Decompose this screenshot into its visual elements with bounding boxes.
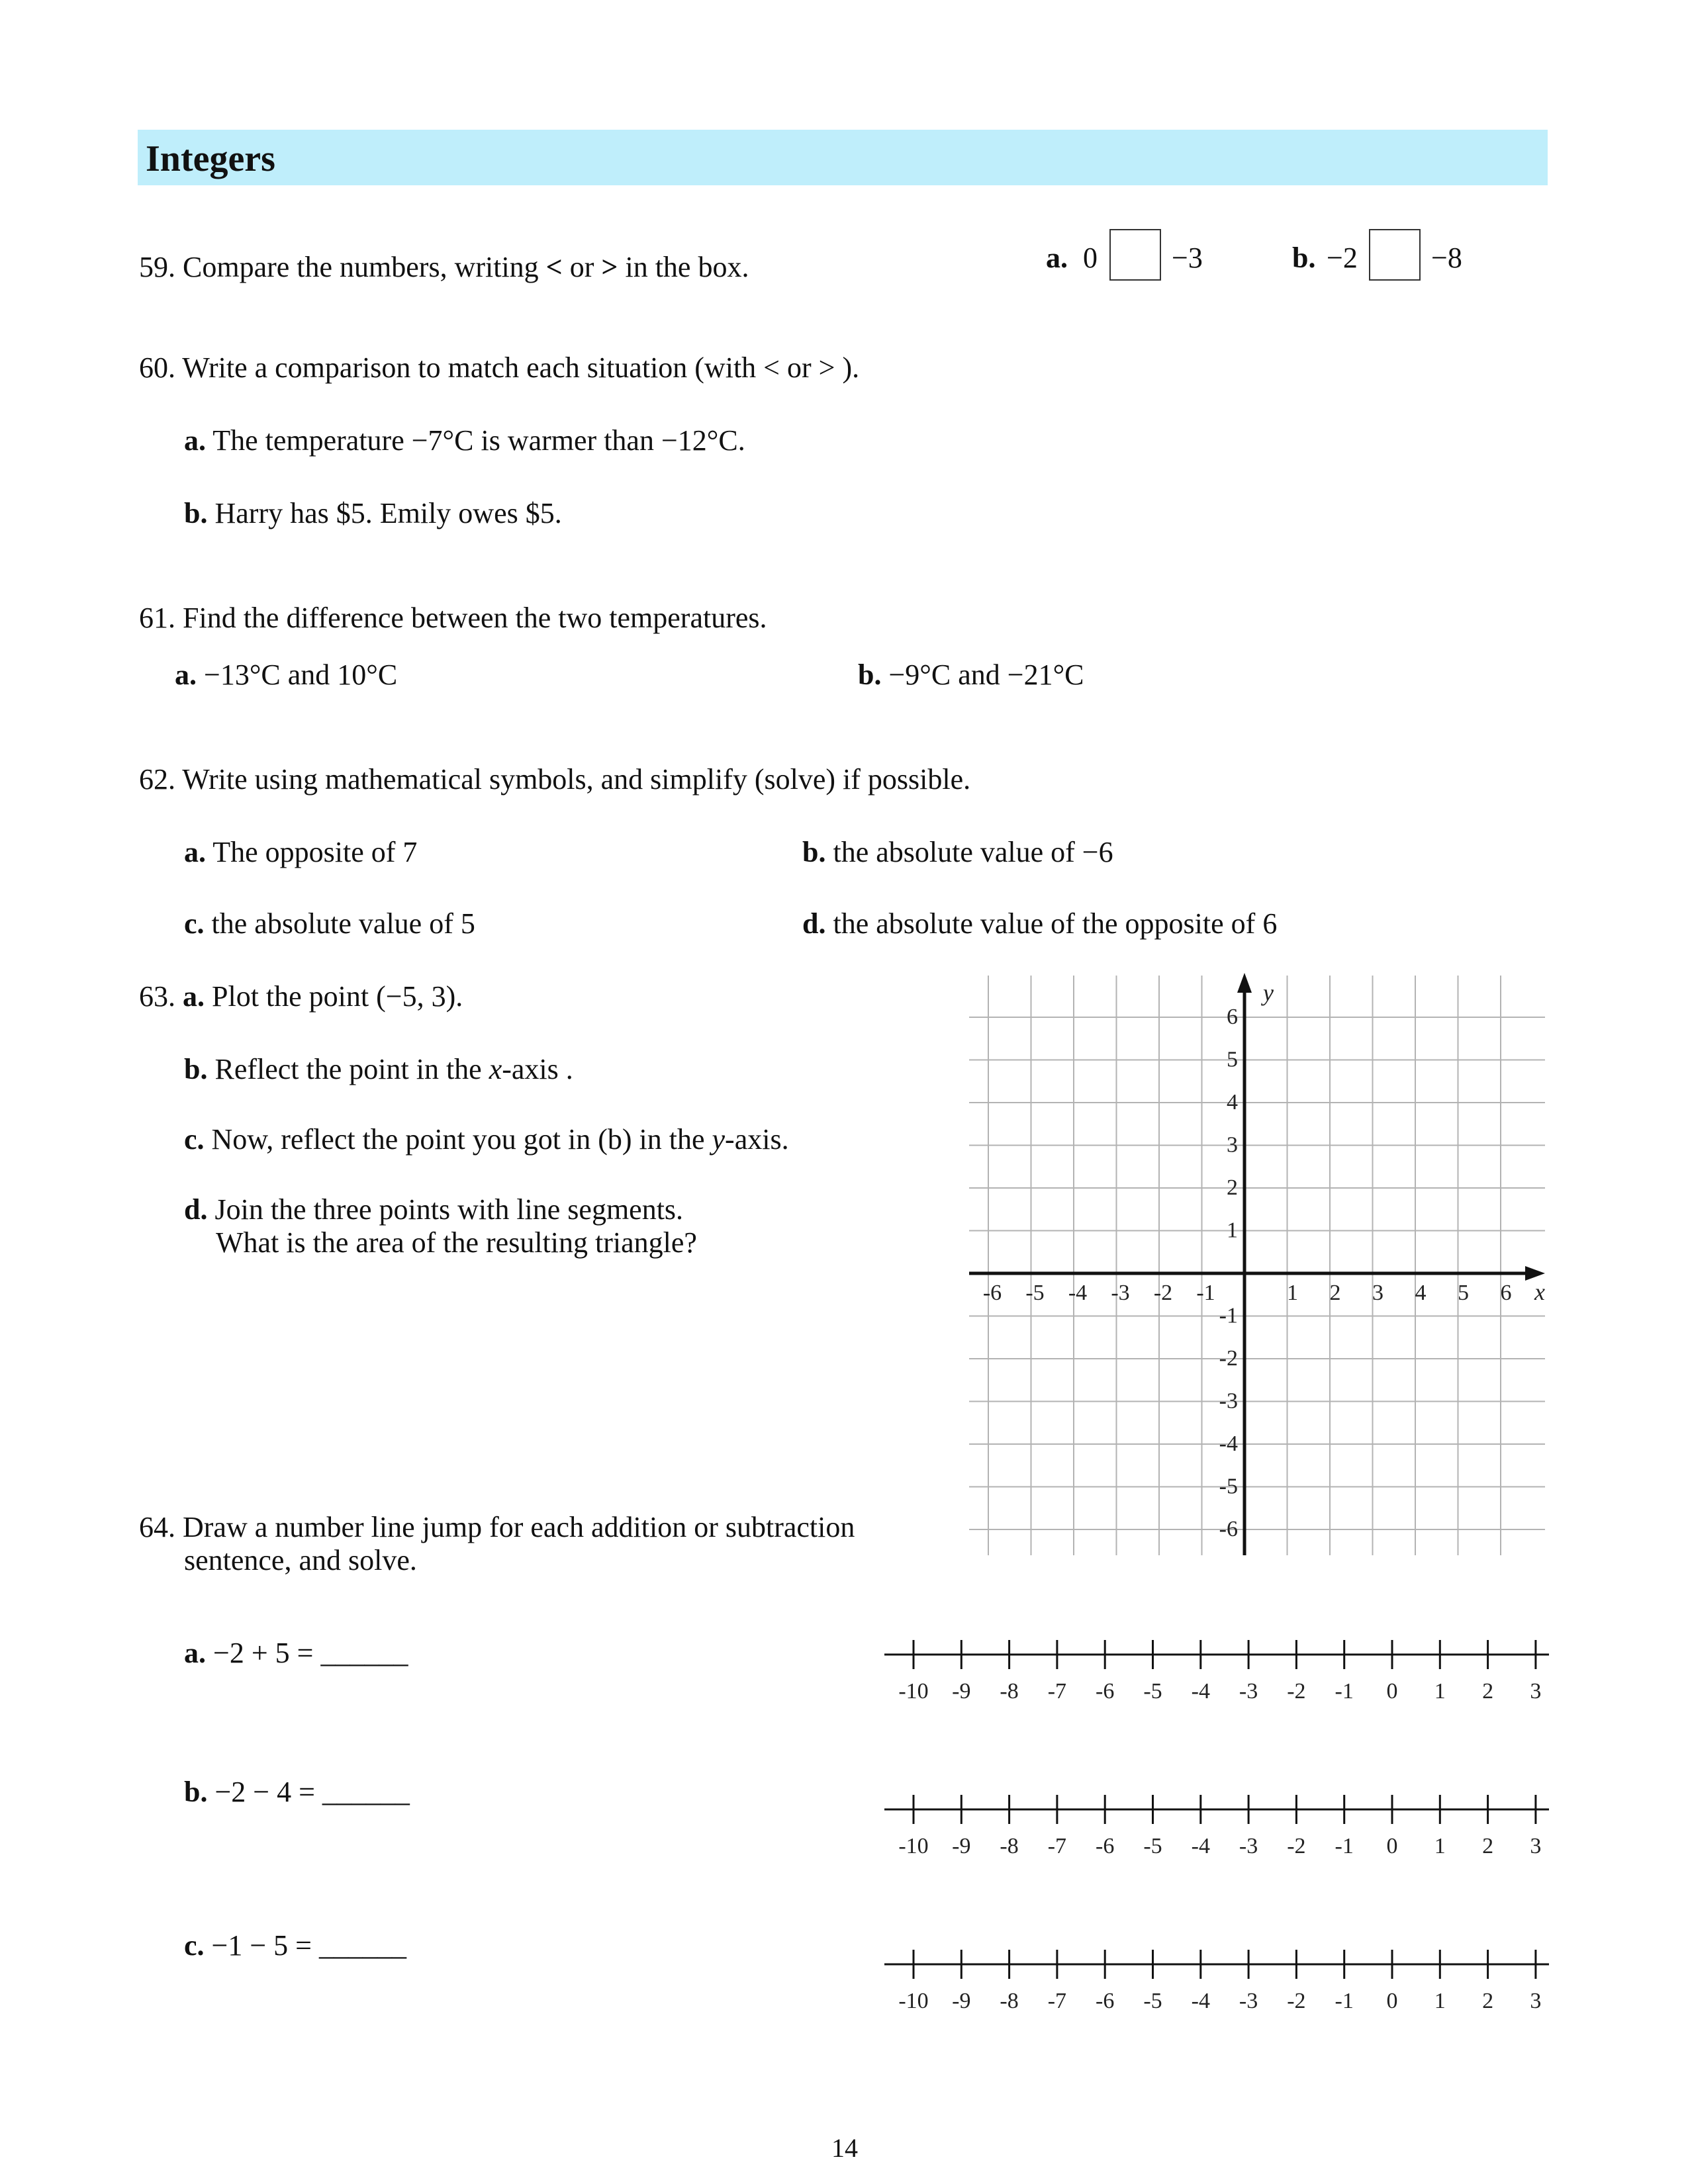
q62a-label: a. (184, 836, 206, 868)
q64-prompt-line1: 64. Draw a number line jump for each addition or subtraction (139, 1511, 855, 1543)
number-line-label: -2 (1287, 1834, 1306, 1858)
q63b-post: -axis . (502, 1053, 573, 1085)
q62b-label: b. (802, 836, 826, 868)
number-line-label: -9 (952, 1679, 971, 1704)
number-line-label: 0 (1386, 1834, 1398, 1858)
q61-prompt: 61. Find the difference between the two temperatures. (139, 602, 767, 634)
q63a-text: Plot the point (−5, 3). (212, 980, 463, 1013)
q61b-label: b. (858, 659, 882, 691)
q61a-text: −13°C and 10°C (204, 659, 398, 691)
q64b-expr: −2 − 4 = ______ (214, 1776, 410, 1808)
number-line-label: -5 (1143, 1834, 1162, 1858)
q63a-label: a. (183, 980, 205, 1013)
q59-gt-symbol: > (601, 251, 618, 283)
number-line-label: -2 (1287, 1679, 1306, 1704)
number-line-label: -9 (952, 1834, 971, 1858)
y-axis-arrow (1237, 973, 1252, 993)
y-tick-label: 6 (1227, 1005, 1238, 1029)
x-tick-label: -2 (1153, 1281, 1173, 1305)
x-tick-label: -3 (1111, 1281, 1130, 1305)
number-line-label: -7 (1047, 1834, 1067, 1858)
number-line-label: 0 (1386, 1989, 1398, 2013)
q62c-text: the absolute value of 5 (211, 907, 475, 940)
q62c-label: c. (184, 907, 205, 940)
q63d-line1: Join the three points with line segments. (214, 1193, 684, 1226)
number-line-label: -1 (1335, 1989, 1354, 2013)
y-tick-label: 3 (1227, 1132, 1238, 1158)
section-title: Integers (146, 138, 275, 179)
q59-prompt-pre: 59. Compare the numbers, writing (139, 251, 539, 283)
number-line-label: -10 (898, 1989, 929, 2013)
number-line-label: -10 (898, 1834, 929, 1858)
x-tick-label: 2 (1329, 1281, 1341, 1305)
q59a-right-number: −3 (1172, 242, 1203, 274)
q64a-label: a. (184, 1637, 206, 1669)
y-tick-label: 4 (1227, 1090, 1238, 1115)
number-line-label: 3 (1530, 1679, 1542, 1704)
q62d-label: d. (802, 907, 826, 940)
q60b-text: Harry has $5. Emily owes $5. (214, 497, 562, 529)
q60b-label: b. (184, 497, 208, 529)
y-tick-label: -6 (1219, 1517, 1238, 1541)
page-number: 14 (831, 2133, 858, 2163)
y-axis-label: y (1263, 979, 1274, 1006)
q64c-expr: −1 − 5 = ______ (211, 1929, 406, 1962)
number-line-label: 1 (1434, 1679, 1446, 1704)
q63b-label: b. (184, 1053, 208, 1085)
q60a-text: The temperature −7°C is warmer than −12°C. (212, 424, 745, 457)
q59b-label: b. (1292, 242, 1316, 274)
q61b-text: −9°C and −21°C (888, 659, 1084, 691)
number-line-label: -8 (1000, 1989, 1019, 2013)
q60-prompt: 60. Write a comparison to match each situation (with < or > ). (139, 351, 860, 384)
q59a-label: a. (1046, 242, 1068, 274)
q59b-left-number: −2 (1327, 242, 1358, 274)
number-line-label: -8 (1000, 1834, 1019, 1858)
number-line-label: -7 (1047, 1679, 1067, 1704)
number-line-label: -4 (1191, 1834, 1210, 1858)
q64a-expr: −2 + 5 = ______ (213, 1637, 408, 1669)
x-tick-label: -1 (1196, 1281, 1215, 1305)
number-line-label: -5 (1143, 1989, 1162, 2013)
number-line-label: -4 (1191, 1679, 1210, 1704)
q59a-left-number: 0 (1083, 242, 1098, 274)
number-line-label: -1 (1335, 1679, 1354, 1704)
number-line-label: -6 (1096, 1989, 1115, 2013)
number-line-label: 3 (1530, 1834, 1542, 1858)
q63b-pre: Reflect the point in the (214, 1053, 482, 1085)
q59-prompt-post: in the box. (625, 251, 749, 283)
q62b-text: the absolute value of −6 (833, 836, 1113, 868)
number-line-label: -3 (1239, 1834, 1258, 1858)
y-tick-label: -1 (1219, 1303, 1238, 1328)
number-line-a[interactable] (884, 1640, 1549, 1704)
number-line-label: -4 (1191, 1989, 1210, 2013)
q60a-label: a. (184, 424, 206, 457)
number-line-label: -8 (1000, 1679, 1019, 1704)
x-tick-label: 5 (1458, 1281, 1469, 1305)
q63c-label: c. (184, 1123, 205, 1156)
x-tick-label: 6 (1500, 1281, 1512, 1305)
q62-prompt: 62. Write using mathematical symbols, and simplify (solve) if possible. (139, 763, 971, 796)
y-tick-label: -2 (1219, 1346, 1238, 1371)
number-line-label: 3 (1530, 1989, 1542, 2013)
number-line-label: -10 (898, 1679, 929, 1704)
coordinate-grid[interactable] (969, 973, 1545, 1555)
y-tick-label: 1 (1227, 1218, 1238, 1243)
number-line-label: -6 (1096, 1679, 1115, 1704)
number-line-label: 1 (1434, 1834, 1446, 1858)
number-line-label: 2 (1482, 1834, 1494, 1858)
q64b-label: b. (184, 1776, 208, 1808)
number-line-label: -5 (1143, 1679, 1162, 1704)
x-axis-label: x (1534, 1279, 1545, 1305)
number-line-label: -7 (1047, 1989, 1067, 2013)
y-tick-label: -5 (1219, 1474, 1238, 1499)
y-tick-label: -3 (1219, 1388, 1238, 1414)
number-line-label: 1 (1434, 1989, 1446, 2013)
x-tick-label: -6 (982, 1281, 1002, 1305)
x-tick-label: 4 (1415, 1281, 1427, 1305)
q59-or: or (569, 251, 594, 283)
q63b-var: x (489, 1053, 502, 1085)
q64-prompt-line2: sentence, and solve. (184, 1544, 417, 1576)
q63c-post: -axis. (725, 1123, 789, 1156)
q64c-label: c. (184, 1929, 205, 1962)
number-line-label: -6 (1096, 1834, 1115, 1858)
number-line-label: 0 (1386, 1679, 1398, 1704)
q59-lt-symbol: < (545, 251, 563, 283)
number-line-label: -2 (1287, 1989, 1306, 2013)
y-tick-label: -4 (1219, 1432, 1238, 1456)
q62a-text: The opposite of 7 (212, 836, 418, 868)
q63c-var: y (712, 1123, 726, 1156)
x-tick-label: -5 (1025, 1281, 1045, 1305)
number-line-b[interactable] (884, 1795, 1549, 1858)
q61a-label: a. (175, 659, 197, 691)
q63-number: 63. (139, 980, 175, 1013)
y-tick-label: 5 (1227, 1047, 1238, 1072)
number-line-label: -1 (1335, 1834, 1354, 1858)
number-line-label: -9 (952, 1989, 971, 2013)
number-line-label: 2 (1482, 1679, 1494, 1704)
number-line-label: -3 (1239, 1679, 1258, 1704)
x-tick-label: 3 (1372, 1281, 1383, 1305)
q63d-label: d. (184, 1193, 208, 1226)
number-line-label: 2 (1482, 1989, 1494, 2013)
y-tick-label: 2 (1227, 1175, 1238, 1200)
q62d-text: the absolute value of the opposite of 6 (833, 907, 1278, 940)
number-line-c[interactable] (884, 1950, 1549, 2013)
x-tick-label: 1 (1287, 1281, 1298, 1305)
number-line-label: -3 (1239, 1989, 1258, 2013)
x-tick-label: -4 (1068, 1281, 1088, 1305)
q63c-pre: Now, reflect the point you got in (b) in the (211, 1123, 705, 1156)
q59b-right-number: −8 (1431, 242, 1462, 274)
q63d-line2: What is the area of the resulting triangle? (216, 1226, 697, 1259)
